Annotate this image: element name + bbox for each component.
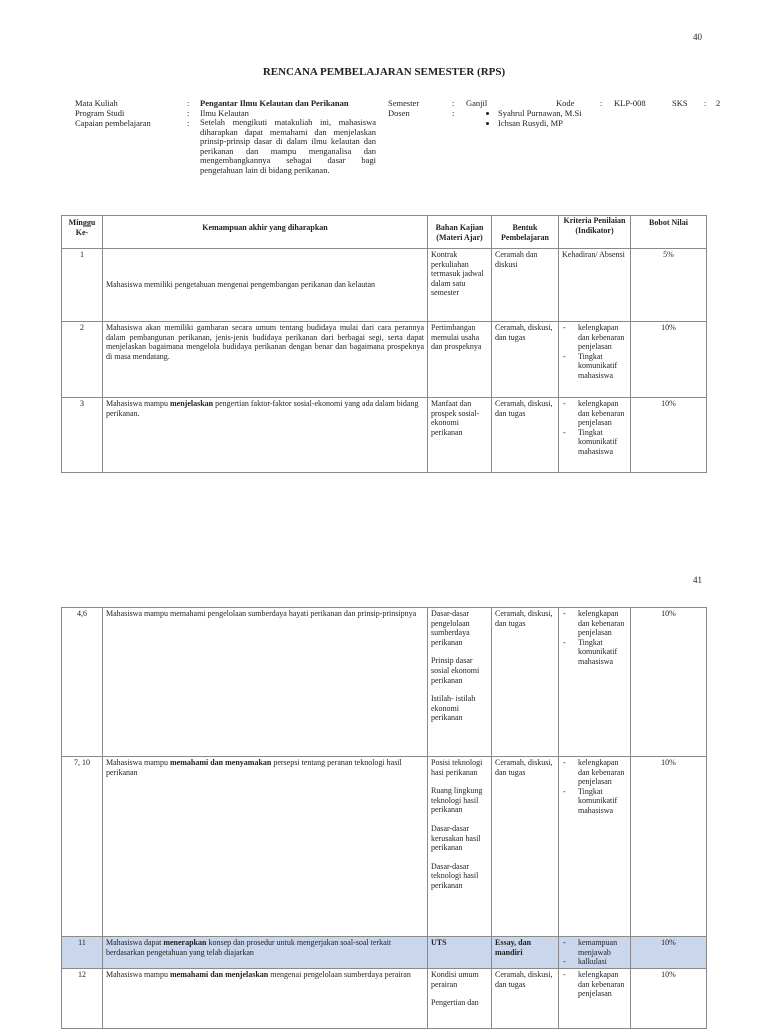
colon: :	[704, 98, 707, 108]
material-cell	[428, 608, 492, 757]
material-item: Prinsip dasar sosial ekonomi perikanan	[431, 656, 480, 685]
week-cell: 2	[62, 322, 103, 398]
value-program-studi: Ilmu Kelautan	[200, 108, 249, 118]
header-bobot: Bobot Nilai	[631, 216, 707, 249]
method-cell: Ceramah, diskusi, dan tugas	[492, 969, 559, 1029]
value-mata-kuliah: Pengantar Ilmu Kelautan dan Perikanan	[200, 98, 349, 108]
weight-cell: 10%	[631, 608, 707, 757]
material-item: Pengertian dan	[431, 998, 479, 1008]
lecturer-item: • Syahrul Purnawan, M.Si	[498, 108, 582, 118]
label-kode: Kode	[556, 98, 575, 108]
rps-table-page-41	[61, 607, 707, 1029]
weight-cell: 10%	[631, 969, 707, 1029]
weight-cell: 10%	[631, 398, 707, 473]
ability-keyword: menerapkan	[163, 938, 207, 947]
value-sks: 2	[716, 98, 721, 108]
colon: :	[452, 98, 455, 108]
material-item: Dasar-dasar teknologi hasil perikanan	[431, 861, 479, 890]
page-number-40: 40	[693, 32, 702, 42]
weight-cell: 10%	[631, 757, 707, 937]
criteria-item: - kelengkapan dan kebenaran penjelasan	[562, 758, 627, 787]
ability-cell: Mahasiswa memiliki pengetahuan mengenai pengembangan perikanan dan kelautan	[103, 249, 428, 322]
ability-cell	[103, 937, 428, 969]
criteria-item: - Tingkat komunikatif mahasiswa	[562, 352, 627, 381]
ability-text: Mahasiswa mampu	[106, 399, 170, 408]
criteria-item: - Tingkat komunikatif mahasiswa	[562, 787, 627, 816]
ability-text: Mahasiswa mampu	[106, 970, 170, 979]
rps-table-page-40	[61, 215, 707, 473]
criteria-cell	[559, 937, 631, 969]
ability-cell	[103, 969, 428, 1029]
label-capaian: Capaian pembelajaran	[75, 118, 151, 128]
weight-cell: 5%	[631, 249, 707, 322]
table-row	[62, 757, 707, 937]
table-header-row	[62, 216, 707, 249]
label-program-studi: Program Studi	[75, 108, 125, 118]
weight-cell: 10%	[631, 322, 707, 398]
ability-text: Mahasiswa dapat	[106, 938, 164, 947]
colon: :	[452, 108, 455, 118]
criteria-cell	[559, 398, 631, 473]
label-sks: SKS	[672, 98, 688, 108]
ability-text: pengertian faktor-faktor sosial-ekonomi yang ada dalam bidang perikanan.	[106, 399, 419, 418]
material-cell: Kontrak perkuliahan termasuk jadwal dalam satu semester	[428, 249, 492, 322]
ability-keyword: menjelaskan	[170, 399, 214, 408]
document-title: RENCANA PEMBELAJARAN SEMESTER (RPS)	[262, 66, 506, 78]
value-semester: Ganjil	[466, 98, 488, 108]
value-capaian: Setelah mengikuti matakuliah ini, mahasiswa diharapkan dapat memahami dan menjelaskan prinsip-prinsip dasar di dalam ilmu kelautan dan perikanan dan mampu menganalisa dan mengembangkannya sebagai dasar bagi pengetahuan lain di bidang perikanan.	[200, 117, 376, 175]
criteria-cell	[559, 322, 631, 398]
label-semester: Semester	[388, 98, 420, 108]
week-cell: 11	[62, 937, 103, 969]
colon: :	[187, 118, 190, 128]
value-kode: KLP-008	[614, 98, 646, 108]
ability-cell: Mahasiswa mampu memahami pengelolaan sumberdaya hayati perikanan dan prinsip-prinsipnya	[103, 608, 428, 757]
material-item: Dasar-dasar kerusakan hasil perikanan	[431, 823, 481, 853]
colon: :	[187, 108, 190, 118]
criteria-cell	[559, 608, 631, 757]
criteria-item: - kelengkapan dan kebenaran penjelasan	[562, 609, 627, 638]
criteria-item: - kelengkapan dan kebenaran penjelasan	[562, 323, 627, 352]
week-cell: 7, 10	[62, 757, 103, 937]
criteria-item: - kalkulasi	[562, 957, 627, 967]
header-bahan: Bahan Kajian (Materi Ajar)	[428, 216, 492, 249]
method-cell: Ceramah dan diskusi	[492, 249, 559, 322]
ability-cell	[103, 398, 428, 473]
criteria-item: - kelengkapan dan kebenaran penjelasan	[562, 399, 627, 428]
colon: :	[187, 98, 190, 108]
label-mata-kuliah: Mata Kuliah	[75, 98, 118, 108]
material-item: Ruang lingkung teknologi hasil perikanan	[431, 786, 483, 815]
week-cell: 1	[62, 249, 103, 322]
material-cell: Pertimbangan memulai usaha dan prospeknya	[428, 322, 492, 398]
criteria-cell	[559, 969, 631, 1029]
header-kriteria: Kriteria Penilaian (Indikator)	[559, 216, 631, 249]
table-row	[62, 608, 707, 757]
method-cell: Ceramah, diskusi, dan tugas	[492, 398, 559, 473]
material-cell	[428, 969, 492, 1029]
ability-text: mengenai pengelolaan sumberdaya perairan	[268, 970, 411, 979]
material-item: Istilah- istilah ekonomi perikanan	[431, 694, 476, 723]
material-item: Posisi teknologi hasi perikanan	[431, 758, 483, 777]
ability-text: persepsi tentang peranan teknologi hasil perikanan	[106, 758, 402, 777]
header-kemampuan: Kemampuan akhir yang diharapkan	[103, 216, 428, 249]
ability-keyword: memahami dan menjelaskan	[170, 970, 269, 979]
lecturer-item: • Ichsan Rusydi, MP	[498, 118, 582, 128]
ability-text: Mahasiswa mampu	[106, 758, 170, 767]
method-cell: Ceramah, diskusi, dan tugas	[492, 322, 559, 398]
colon: :	[600, 98, 603, 108]
material-item: Dasar-dasar pengelolaan sumberdaya perikanan	[431, 609, 470, 647]
criteria-item: - Tingkat komunikatif mahasiswa	[562, 638, 627, 667]
material-cell	[428, 757, 492, 937]
table-row-highlighted	[62, 937, 707, 969]
week-cell: 3	[62, 398, 103, 473]
page-number-41: 41	[693, 575, 702, 585]
header-bentuk: Bentuk Pembelajaran	[492, 216, 559, 249]
method-cell: Ceramah, diskusi, dan tugas	[492, 608, 559, 757]
ability-cell: Mahasiswa akan memiliki gambaran secara umum tentang budidaya mulai dari cara perannya dalam pembangunan perikanan, jenis-jenis budidaya perikanan dari berbagai segi, serta dapat menjelaskan bagaimana mengelola budidaya perikanan dengan benar dan bagaimana prospeknya di masa mendatang.	[103, 322, 428, 398]
criteria-item: - Tingkat komunikatif mahasiswa	[562, 428, 627, 457]
table-row	[62, 249, 707, 322]
week-cell: 4,6	[62, 608, 103, 757]
criteria-cell	[559, 757, 631, 937]
method-cell: Essay, dan mandiri	[492, 937, 559, 969]
table-row	[62, 398, 707, 473]
lecturer-list	[484, 108, 582, 128]
ability-text: konsep dan prosedur untuk mengerjakan soal-soal terkait berdasarkan pengetahuan yang telah diajarkan	[106, 938, 392, 957]
material-item: Kondisi umum perairan	[431, 970, 479, 989]
table-row	[62, 969, 707, 1029]
method-cell: Ceramah, diskusi, dan tugas	[492, 757, 559, 937]
material-cell: UTS	[428, 937, 492, 969]
table-row	[62, 322, 707, 398]
ability-keyword: memahami dan menyamakan	[170, 758, 272, 767]
ability-cell	[103, 757, 428, 937]
label-dosen: Dosen	[388, 108, 410, 118]
criteria-item: - kelengkapan dan kebenaran penjelasan	[562, 970, 627, 999]
header-minggu: Minggu Ke-	[62, 216, 103, 249]
week-cell: 12	[62, 969, 103, 1029]
weight-cell: 10%	[631, 937, 707, 969]
criteria-cell: Kehadiran/ Absensi	[559, 249, 631, 322]
material-cell: Manfaat dan prospek sosial-ekonomi perikanan	[428, 398, 492, 473]
criteria-item: - kemampuan menjawab	[562, 938, 627, 957]
